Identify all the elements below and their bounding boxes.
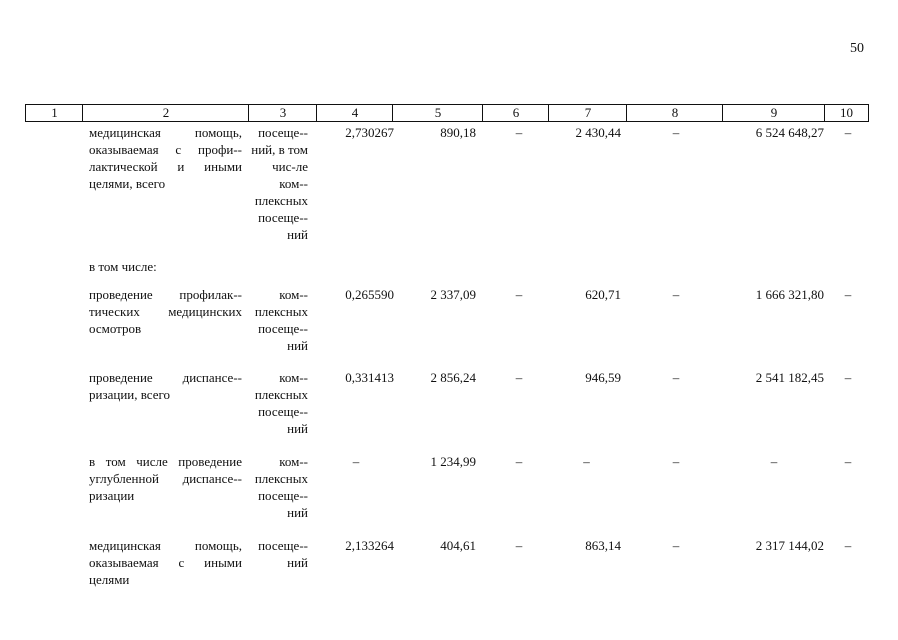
row-col-7: 2 430,44: [575, 125, 621, 140]
row-col-5: 404,61: [440, 538, 476, 553]
row-name: медицинская помощь, оказываемая с иными целями: [89, 538, 242, 587]
row-col-7: 620,71: [585, 287, 621, 302]
column-header-1: 1: [25, 104, 83, 122]
row-col-9: 1 666 321,80: [755, 287, 824, 302]
row-col-7: 863,14: [585, 538, 621, 553]
column-header-8: 8: [626, 104, 723, 122]
row-col-10: –: [844, 125, 852, 140]
column-header-6: 6: [482, 104, 549, 122]
page-number: 50: [850, 41, 864, 56]
column-header-5: 5: [392, 104, 483, 122]
row-col-4: 2,133264: [345, 538, 394, 553]
row-col-8: –: [672, 370, 680, 385]
row-col-4: 0,331413: [345, 370, 394, 385]
row-col-10: –: [844, 538, 852, 553]
row-col-6: –: [515, 538, 523, 553]
column-header-10: 10: [824, 104, 869, 122]
row-col-10: –: [844, 370, 852, 385]
column-header-7: 7: [548, 104, 627, 122]
row-col-5: 1 234,99: [430, 454, 476, 469]
row-col-10: –: [844, 287, 852, 302]
row-col-6: –: [515, 454, 523, 469]
row-col-8: –: [672, 287, 680, 302]
row-col-9: 2 317 144,02: [755, 538, 824, 553]
row-name: проведение диспансе-ризации, всего: [89, 370, 242, 402]
row-col-9: 2 541 182,45: [755, 370, 824, 385]
row-col-6: –: [515, 370, 523, 385]
row-unit: ком-плексных посеще-ний: [254, 454, 308, 520]
row-unit: ком-плексных посеще-ний: [254, 370, 308, 436]
row-col-6: –: [515, 125, 523, 140]
row-col-4: 0,265590: [345, 287, 394, 302]
row-col-4: –: [352, 454, 360, 469]
row-col-8: –: [672, 538, 680, 553]
row-col-9: 6 524 648,27: [755, 125, 824, 140]
row-unit: посеще-ний, в том чис-ле ком-плексных посеще-ний: [251, 125, 308, 242]
subheading-including: в том числе:: [89, 259, 157, 274]
row-unit: ком-плексных посеще-ний: [254, 287, 308, 353]
column-header-3: 3: [248, 104, 317, 122]
row-col-10: –: [844, 454, 852, 469]
column-header-4: 4: [316, 104, 393, 122]
row-col-7: –: [583, 454, 590, 469]
row-col-8: –: [672, 125, 680, 140]
column-header-2: 2: [82, 104, 249, 122]
row-col-4: 2,730267: [345, 125, 394, 140]
row-col-7: 946,59: [585, 370, 621, 385]
row-col-6: –: [515, 287, 523, 302]
row-col-9: –: [770, 454, 778, 469]
row-col-8: –: [672, 454, 680, 469]
row-col-5: 890,18: [440, 125, 476, 140]
row-name: в том числе проведение углубленной диспансе-ризации: [89, 454, 242, 503]
row-col-5: 2 856,24: [430, 370, 476, 385]
row-name: проведение профилак-тических медицинских осмотров: [89, 287, 242, 336]
row-unit: посеще-ний: [258, 538, 308, 570]
column-header-9: 9: [722, 104, 825, 122]
row-col-5: 2 337,09: [430, 287, 476, 302]
row-name: медицинская помощь, оказываемая с профи-лактической и иными целями, всего: [89, 125, 242, 191]
